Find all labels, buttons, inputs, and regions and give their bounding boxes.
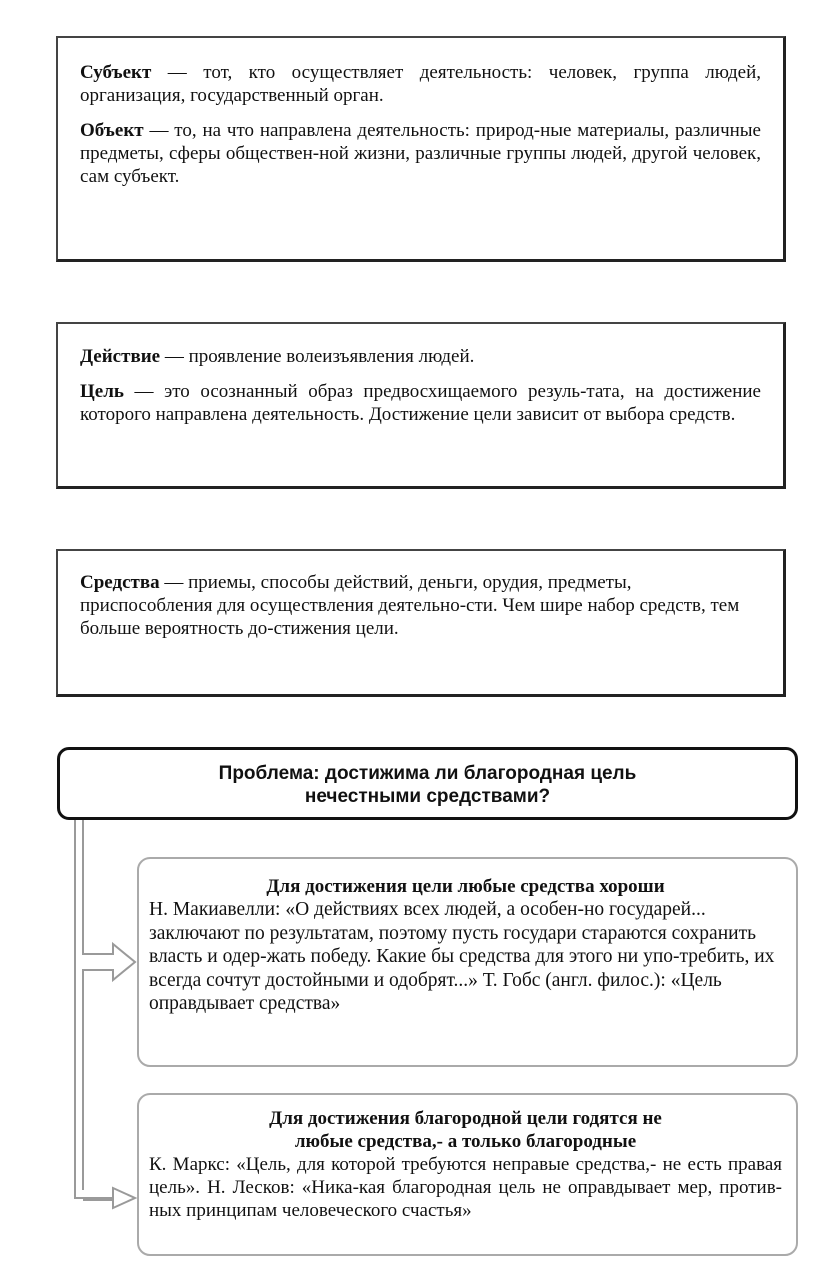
definition-means bbox=[80, 571, 761, 640]
answer-body: К. Маркс: «Цель, для которой требуются неправые средства,- не есть правая цель». Н. Лесков: «Ника-кая благородная цель не оправдывает мер, против-ных принципам человеческого счастья» bbox=[149, 1154, 782, 1221]
definition-text: — проявление волеизъявления людей. bbox=[160, 346, 475, 367]
definition-box-means bbox=[56, 549, 786, 697]
term-object: Объект bbox=[80, 120, 144, 141]
term-subject: Субъект bbox=[80, 62, 152, 83]
definition-subject bbox=[80, 61, 761, 107]
term-action: Действие bbox=[80, 346, 161, 367]
definition-text: — приемы, способы действий, деньги, орудия, предметы, приспособления для осуществления деятельно-сти. Чем шире набор средств, тем больше вероятность до-стижения цели. bbox=[80, 572, 740, 639]
definition-action bbox=[80, 345, 761, 368]
problem-box bbox=[57, 747, 798, 820]
definition-goal bbox=[80, 380, 761, 426]
problem-line-1: Проблема: достижима ли благородная цель bbox=[218, 763, 637, 784]
connector-line bbox=[83, 820, 135, 1190]
definition-box-action-goal bbox=[56, 322, 786, 489]
definition-text: — это осознанный образ предвосхищаемого резуль-тата, на достижение которого направлена деятельность. Достижение цели зависит от выбора средств. bbox=[80, 381, 761, 425]
definition-box-subject-object bbox=[56, 36, 786, 262]
answer-body: Н. Макиавелли: «О действиях всех людей, а особен-но государей... заключают по результатам, поэтому пусть государи стараются сохранить власть и одер-жать победу. Какие бы средства для этого ни упо-требить, их всегда сочтут достойными и одобрят...» Т. Гобс (англ. филос.): «Цель оправдывает средства» bbox=[149, 899, 775, 1014]
definition-text: — то, на что направлена деятельность: природ-ные материалы, различные предметы, сферы обществен-ной жизни, различные группы людей, другой человек, сам субъект. bbox=[80, 120, 761, 187]
definition-object bbox=[80, 119, 761, 188]
definition-text: — тот, кто осуществляет деятельность: человек, группа людей, организация, государственный орган. bbox=[80, 62, 761, 106]
answer-box-any-means bbox=[137, 857, 798, 1067]
problem-line-2: нечестными средствами? bbox=[304, 786, 551, 807]
answer-heading-line-1: Для достижения благородной цели годятся не bbox=[269, 1108, 662, 1129]
answer-heading: Для достижения цели любые средства хороши bbox=[266, 876, 665, 897]
answer-box-noble-means bbox=[137, 1093, 798, 1256]
answer-heading-line-2: любые средства,- а только благородные bbox=[294, 1131, 637, 1152]
term-means: Средства bbox=[80, 572, 160, 593]
term-goal: Цель bbox=[80, 381, 124, 402]
